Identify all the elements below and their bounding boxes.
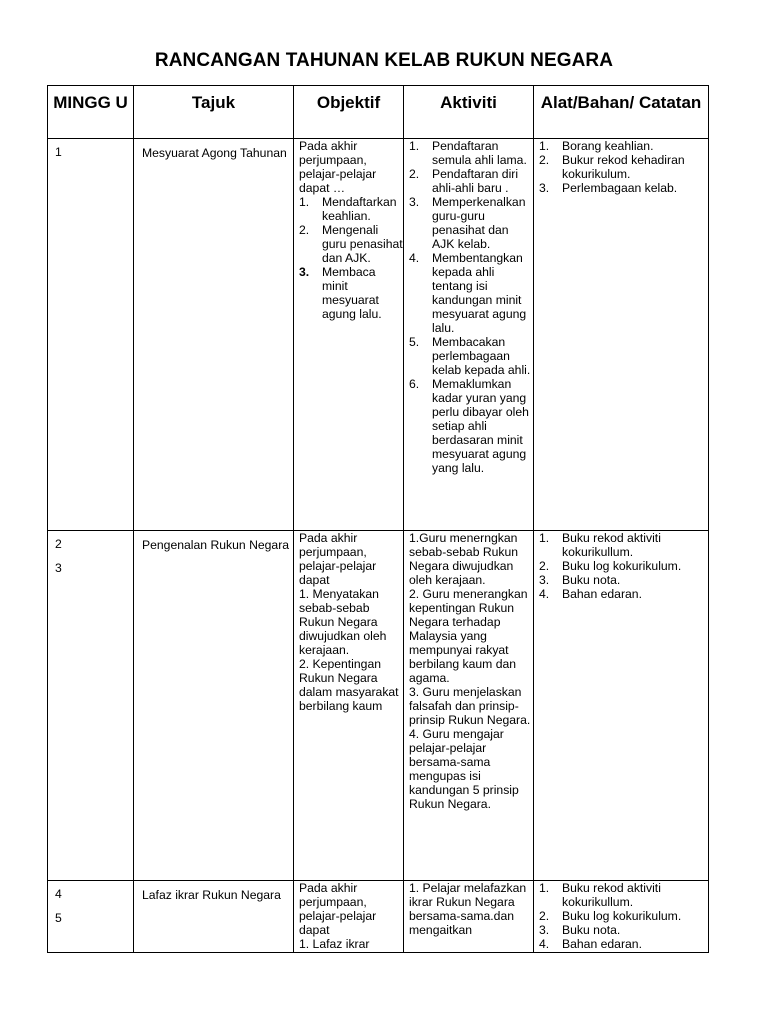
activity-list: [409, 139, 533, 475]
topic-cell: [134, 531, 294, 881]
list-item: 2. Mengenali guru penasihat dan AJK.: [299, 223, 403, 265]
week-number: 5: [55, 911, 62, 925]
list-item: 4. Membentangkan kepada ahli tentang isi kandungan minit mesyuarat agung lalu.: [409, 251, 527, 335]
week-number: 2: [55, 537, 62, 551]
week-cell: [48, 139, 134, 531]
topic-cell: [134, 139, 294, 531]
list-item: 2. Buku log kokurikulum.: [539, 909, 682, 923]
list-item: 1. Pendaftaran semula ahli lama.: [409, 139, 527, 167]
objective-item: 1. Lafaz ikrar: [299, 937, 370, 951]
tools-cell: [534, 139, 709, 531]
list-item: 1. Buku rekod aktiviti kokurikullum.: [539, 531, 661, 559]
topic-cell: [134, 881, 294, 953]
table-row: [48, 881, 709, 953]
activity-item: 3. Guru menjelaskan falsafah dan prinsip-prinsip Rukun Negara.: [409, 685, 531, 727]
annual-plan-table: [47, 85, 709, 953]
activity-cell: [404, 531, 534, 881]
tools-cell: [534, 531, 709, 881]
objective-cell: [294, 881, 404, 953]
objective-cell: [294, 139, 404, 531]
topic-text: Pengenalan Rukun Negara: [142, 538, 290, 552]
week-number: 4: [55, 887, 62, 901]
activity-cell: [404, 881, 534, 953]
activity-item: 1.Guru menerngkan sebab-sebab Rukun Negara diwujudkan oleh kerajaan.: [409, 531, 519, 587]
week-number: 3: [55, 561, 62, 575]
list-item: 4. Bahan edaran.: [539, 937, 642, 951]
header-topic: Tajuk: [134, 86, 294, 139]
activity-item: 2. Guru menerangkan kepentingan Rukun Negara terhadap Malaysia yang mempunyai rakyat berbilang kaum dan agama.: [409, 587, 528, 685]
activity-cell: [404, 139, 534, 531]
tools-list: [539, 881, 708, 951]
table-header-row: [48, 86, 709, 139]
tools-list: [539, 139, 708, 195]
header-week: MINGG U: [48, 86, 134, 139]
objective-list: [299, 195, 403, 321]
tools-cell: [534, 881, 709, 953]
list-item: 3. Perlembagaan kelab.: [539, 181, 678, 195]
list-item: 5. Membacakan perlembagaan kelab kepada ahli.: [409, 335, 531, 377]
list-item: 6. Memaklumkan kadar yuran yang perlu dibayar oleh setiap ahli berdasaran minit mesyuarat agung yang lalu.: [409, 377, 529, 475]
list-item: 3. Buku nota.: [539, 573, 621, 587]
list-item: 3. Membaca minit mesyuarat agung lalu.: [299, 265, 382, 321]
objective-item: 1. Menyatakan sebab-sebab Rukun Negara diwujudkan oleh kerajaan.: [299, 587, 387, 657]
header-activity: Aktiviti: [404, 86, 534, 139]
objective-intro: Pada akhir perjumpaan, pelajar-pelajar dapat: [299, 531, 377, 587]
week-number: 1: [55, 145, 62, 159]
week-cell: [48, 531, 134, 881]
tools-list: [539, 531, 708, 601]
table-row: [48, 531, 709, 881]
objective-intro: Pada akhir perjumpaan, pelajar-pelajar dapat …: [299, 139, 377, 195]
list-item: 3. Buku nota.: [539, 923, 621, 937]
list-item: 3. Memperkenalkan guru-guru penasihat dan AJK kelab.: [409, 195, 526, 251]
objective-intro: Pada akhir perjumpaan, pelajar-pelajar dapat: [299, 881, 377, 937]
list-item: 1. Mendaftarkan keahlian.: [299, 195, 397, 223]
document-title: RANCANGAN TAHUNAN KELAB RUKUN NEGARA: [154, 50, 614, 71]
list-item: 1. Buku rekod aktiviti kokurikullum.: [539, 881, 661, 909]
topic-text: Mesyuarat Agong Tahunan: [142, 146, 287, 160]
header-tools-notes: Alat/Bahan/ Catatan: [534, 86, 709, 139]
objective-cell: [294, 531, 404, 881]
list-item: 4. Bahan edaran.: [539, 587, 642, 601]
topic-text: Lafaz ikrar Rukun Negara: [142, 888, 281, 902]
list-item: 2. Pendaftaran diri ahli-ahli baru .: [409, 167, 519, 195]
activity-item: 4. Guru mengajar pelajar-pelajar bersama-sama mengupas isi kandungan 5 prinsip Rukun Negara.: [409, 727, 519, 811]
list-item: 2. Buku log kokurikulum.: [539, 559, 682, 573]
week-cell: [48, 881, 134, 953]
table-row: [48, 139, 709, 531]
header-objective: Objektif: [294, 86, 404, 139]
objective-item: 2. Kepentingan Rukun Negara dalam masyarakat berbilang kaum: [299, 657, 399, 713]
activity-item: 1. Pelajar melafazkan ikrar Rukun Negara bersama-sama.dan mengaitkan: [409, 881, 527, 937]
list-item: 2. Bukur rekod kehadiran kokurikulum.: [539, 153, 685, 181]
list-item: 1. Borang keahlian.: [539, 139, 654, 153]
